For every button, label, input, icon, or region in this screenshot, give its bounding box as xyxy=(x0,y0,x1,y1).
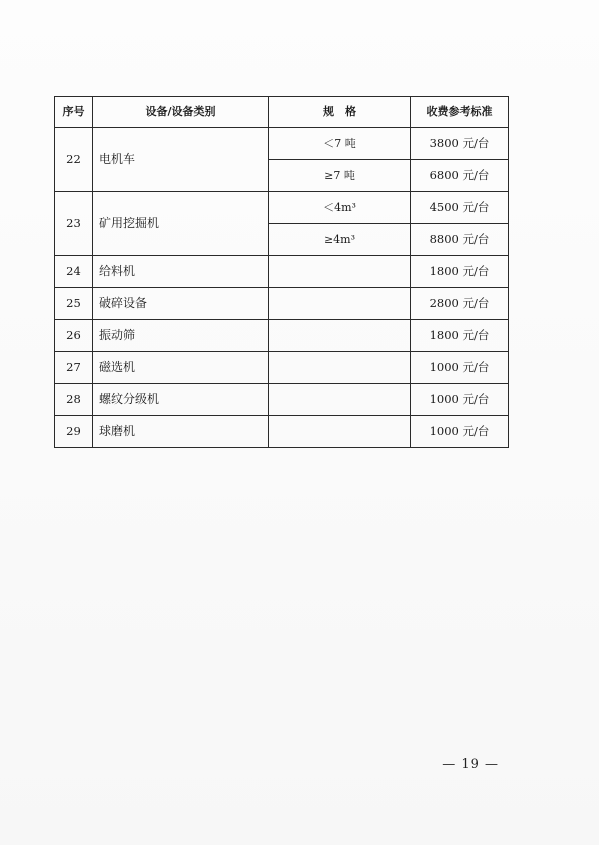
row-serial-number: 25 xyxy=(55,288,93,320)
table-header-row xyxy=(55,97,509,128)
row-specification xyxy=(269,352,411,384)
row-specification: ≥7 吨 xyxy=(269,160,411,192)
header-equipment-category: 设备/设备类别 xyxy=(93,97,269,128)
row-equipment-name: 电机车 xyxy=(93,128,269,192)
row-equipment-name: 球磨机 xyxy=(93,416,269,448)
row-specification xyxy=(269,320,411,352)
row-equipment-name: 螺纹分级机 xyxy=(93,384,269,416)
row-fee: 1000 元/台 xyxy=(411,416,509,448)
row-serial-number: 26 xyxy=(55,320,93,352)
row-serial-number: 28 xyxy=(55,384,93,416)
row-equipment-name: 给料机 xyxy=(93,256,269,288)
row-serial-number: 22 xyxy=(55,128,93,192)
row-specification: ＜4m³ xyxy=(269,192,411,224)
row-fee: 1000 元/台 xyxy=(411,352,509,384)
row-serial-number: 24 xyxy=(55,256,93,288)
row-fee: 6800 元/台 xyxy=(411,160,509,192)
table-row xyxy=(55,192,509,224)
table-row xyxy=(55,128,509,160)
row-fee: 1000 元/台 xyxy=(411,384,509,416)
page-number: — 19 — xyxy=(442,757,499,772)
row-specification xyxy=(269,384,411,416)
row-serial-number: 27 xyxy=(55,352,93,384)
row-fee: 1800 元/台 xyxy=(411,256,509,288)
table-row xyxy=(55,256,509,288)
table-row xyxy=(55,288,509,320)
header-fee-standard: 收费参考标准 xyxy=(411,97,509,128)
row-specification: ≥4m³ xyxy=(269,224,411,256)
row-fee: 2800 元/台 xyxy=(411,288,509,320)
row-specification: ＜7 吨 xyxy=(269,128,411,160)
table-row xyxy=(55,416,509,448)
table-row xyxy=(55,384,509,416)
row-serial-number: 23 xyxy=(55,192,93,256)
row-fee: 1800 元/台 xyxy=(411,320,509,352)
row-serial-number: 29 xyxy=(55,416,93,448)
table-row xyxy=(55,320,509,352)
header-specification: 规 格 xyxy=(269,97,411,128)
row-equipment-name: 磁选机 xyxy=(93,352,269,384)
row-fee: 4500 元/台 xyxy=(411,192,509,224)
row-specification xyxy=(269,288,411,320)
header-serial-number: 序号 xyxy=(55,97,93,128)
row-specification xyxy=(269,256,411,288)
table-row xyxy=(55,352,509,384)
row-fee: 3800 元/台 xyxy=(411,128,509,160)
row-equipment-name: 破碎设备 xyxy=(93,288,269,320)
row-equipment-name: 矿用挖掘机 xyxy=(93,192,269,256)
fee-standard-table xyxy=(54,96,509,448)
row-equipment-name: 振动筛 xyxy=(93,320,269,352)
row-fee: 8800 元/台 xyxy=(411,224,509,256)
row-specification xyxy=(269,416,411,448)
